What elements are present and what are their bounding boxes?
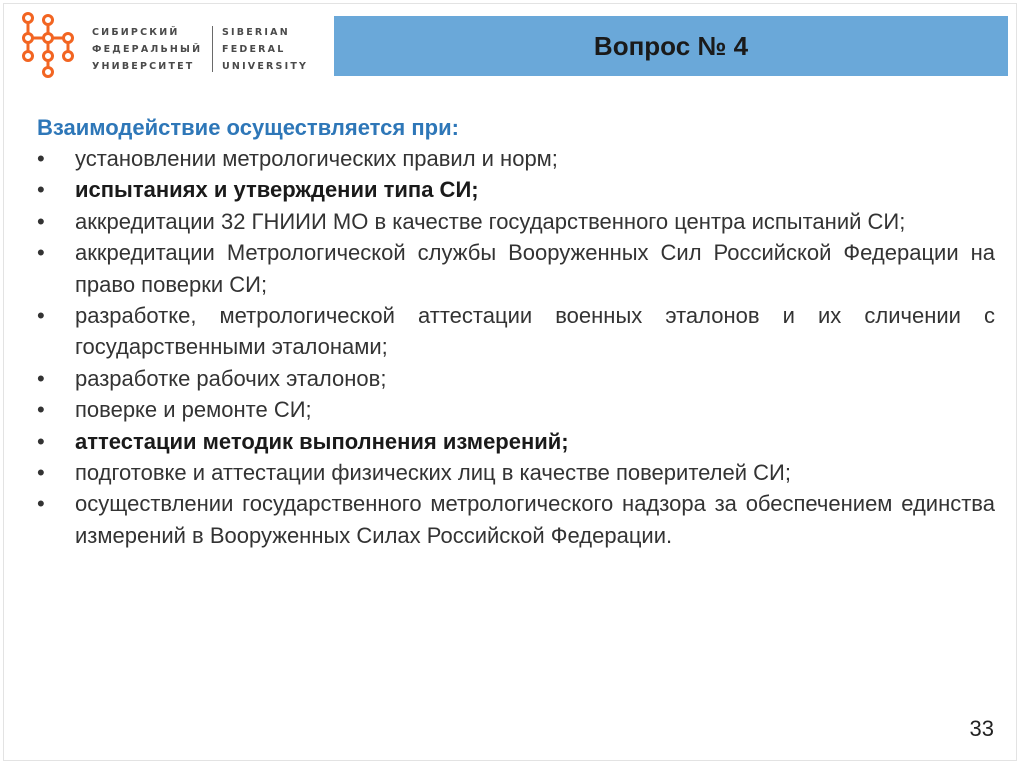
list-item — [37, 426, 995, 457]
bullet-marker: • — [37, 365, 45, 391]
list-item — [37, 174, 995, 205]
logo-text-ru: СИБИРСКИЙ ФЕДЕРАЛЬНЫЙ УНИВЕРСИТЕТ — [92, 27, 203, 72]
slide-title: Вопрос № 4 — [593, 30, 749, 61]
slide-content — [37, 113, 995, 551]
page-number: 33 — [969, 716, 994, 741]
list-item-text: аккредитации Метрологической службы Вооруженных Сил Российской Федерации на право поверки СИ; — [75, 240, 995, 297]
content-heading: Взаимодействие осуществляется при: — [37, 115, 459, 140]
bullet-list — [37, 143, 995, 551]
list-item — [37, 237, 995, 300]
list-item-text: осуществлении государственного метрологического надзора за обеспечением единства измерений в Вооруженных Силах Российской Федерации. — [75, 491, 995, 548]
bullet-marker: • — [37, 460, 45, 486]
bullet-marker: • — [37, 208, 45, 234]
logo-divider — [212, 26, 213, 72]
list-item — [37, 206, 995, 237]
bullet-marker: • — [37, 177, 45, 203]
university-logo — [14, 8, 309, 80]
list-item — [37, 143, 995, 174]
list-item — [37, 300, 995, 363]
list-item-text: аккредитации 32 ГНИИИ МО в качестве государственного центра испытаний СИ; — [75, 208, 906, 234]
title-bar — [334, 16, 1008, 76]
list-item — [37, 488, 995, 551]
list-item — [37, 363, 995, 394]
list-item-text: поверке и ремонте СИ; — [75, 397, 312, 423]
list-item-text: подготовке и аттестации физических лиц в качестве поверителей СИ; — [75, 460, 791, 486]
bullet-marker: • — [37, 397, 45, 423]
list-item — [37, 394, 995, 425]
list-item-text: установлении метрологических правил и норм; — [75, 146, 558, 171]
bullet-marker: • — [37, 491, 45, 517]
list-item-text: испытаниях и утверждении типа СИ; — [75, 177, 479, 203]
list-item-text: аттестации методик выполнения измерений; — [75, 428, 569, 454]
bullet-marker: • — [37, 146, 45, 171]
list-item — [37, 457, 995, 488]
logo-text-en: SIBERIAN FEDERAL UNIVERSITY — [222, 27, 309, 72]
bullet-marker: • — [37, 303, 45, 329]
logo-molecule-icon — [14, 8, 86, 80]
list-item-text: разработке, метрологической аттестации военных эталонов и их сличении с государственными эталонами; — [75, 303, 995, 360]
bullet-marker: • — [37, 428, 45, 454]
list-item-text: разработке рабочих эталонов; — [75, 365, 387, 391]
bullet-marker: • — [37, 240, 45, 266]
